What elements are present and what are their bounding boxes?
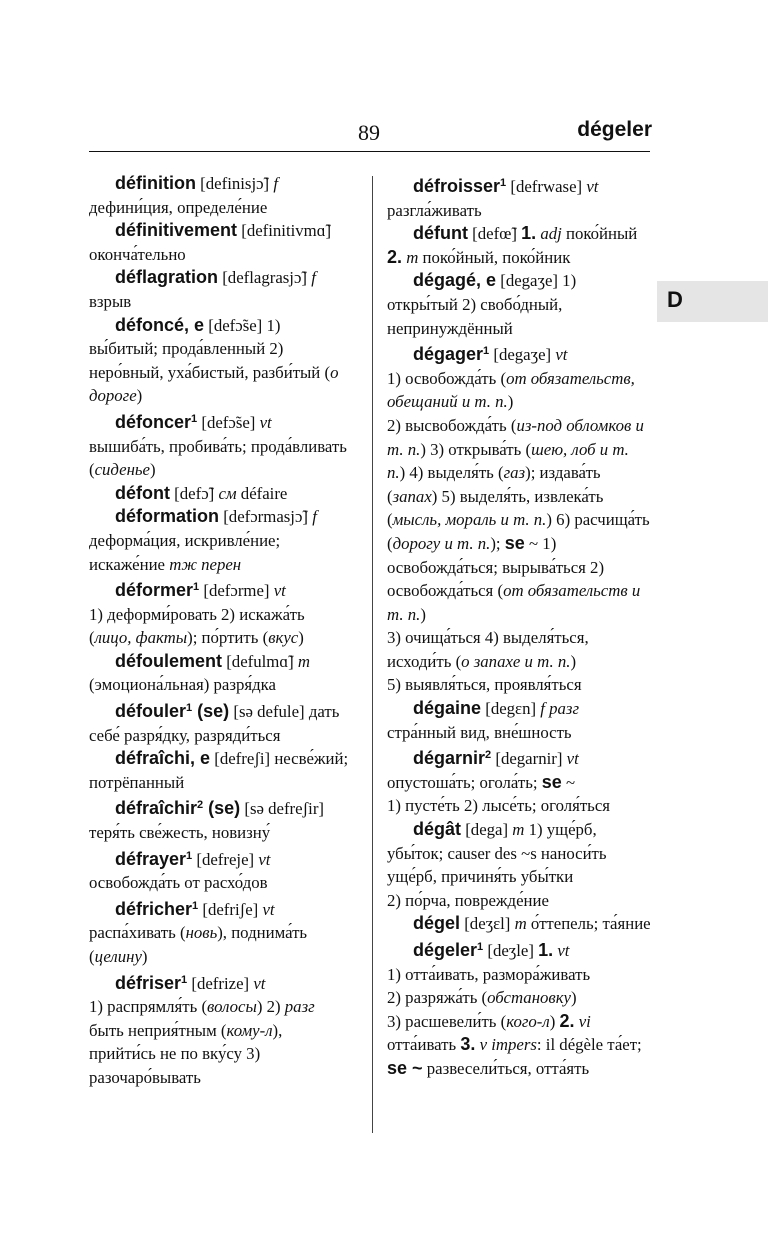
entry-headword: dégaine [413,698,482,719]
entry-definition: [dega] m 1) уще́рб, убы́ток; causer des ~s наноси́ть уще́рб, причиня́ть убы́тки 2) по́рча, поврежде́ние [387,820,607,910]
entry-headword: dégagé, e [413,270,497,291]
header-rule [89,151,650,152]
entry-headword: défroisser$^1$ [413,176,507,196]
entry-headword: déformation [115,506,220,527]
entry-headword: défouler$^1$ (se) [115,701,230,722]
entry-definition: [defrwase] vt разгла́живать [387,177,599,220]
entry-headword: défraîchi, e [115,748,211,769]
entry-headword: défriser$^1$ [115,972,188,993]
dictionary-entry [89,697,351,747]
dictionary-entry [387,697,651,744]
left-column [89,172,351,1090]
entry-definition: [deʒɛl] m о́ттепель; та́яние [460,914,651,934]
dictionary-entry [89,408,351,482]
entry-headword: dégât [413,819,462,840]
entry-headword: défunt [413,223,468,244]
dictionary-entry [387,340,651,697]
dictionary-entry [387,912,651,936]
entry-definition: [definitivmɑ̃] оконча́тельно [89,221,332,264]
entry-definition: [deflagrasjɔ̃] f взрыв [89,268,316,311]
dictionary-entry [89,172,351,219]
entry-headword: déflagration [115,267,219,288]
dictionary-entry [387,269,651,340]
dictionary-entry [89,650,351,697]
entry-headword: défricher$^1$ [115,898,199,919]
entry-definition: [defrize] vt 1) распрямля́ть (волосы) 2) разг быть неприя́тным (кому-л), прийти́сь не по вку́су 3) разочаро́вывать [89,973,315,1087]
entry-headword: définitivement [115,220,238,241]
entry-definition: [sə defule] дать себе́ разря́дку, разряди́ться [89,702,340,745]
page-number: 89 [358,120,380,145]
entry-definition: [definisjɔ̃] f дефини́ция, определе́ние [89,174,279,217]
entry-headword: dégarnir$^2$ [413,748,492,769]
entry-definition: [defɔ̃] см défaire [169,483,288,503]
thumb-letter: D [667,287,683,312]
dictionary-entry [89,845,351,895]
dictionary-entry [89,895,351,969]
entry-definition: [defɔ̃se] vt вышиба́ть, пробива́ть; прода́вливать (сиденье) [89,412,347,480]
entry-headword: déformer$^1$ [115,580,200,601]
entry-headword: défraîchir$^2$ (se) [115,798,241,819]
dictionary-entry [387,222,651,269]
dictionary-entry [89,969,351,1090]
dictionary-entry [89,505,351,576]
entry-definition: [defɔrme] vt 1) деформи́ровать 2) искажа́ть (лицо, факты); по́ртить (вкус) [89,581,305,648]
entry-definition: [defɔrmasjɔ̃] f деформа́ция, искривле́ние; искаже́ние тж перен [89,507,317,574]
dictionary-entry [387,172,651,222]
dictionary-entry [387,744,651,818]
entry-definition: [defreʃi] несве́жий; потрёпанный [89,749,349,792]
entry-headword: dégel [413,913,461,934]
entry-definition: [degɛn] f разг стра́нный вид, вне́шность [387,699,579,742]
dictionary-entry [89,266,351,313]
dictionary-entry [89,794,351,844]
entry-headword: défoncé, e [115,314,205,335]
dictionary-entry [387,936,651,1081]
entry-definition: [sə defreʃir] теря́ть све́жесть, новизну́ [89,799,325,843]
entry-headword: défoncer$^1$ [115,411,198,432]
entry-headword: définition [115,173,196,193]
entry-definition: [defɔ̃se] 1) вы́битый; прода́вленный 2) неро́вный, уха́бистый, разби́тый (о дороге) [89,315,339,406]
entry-definition: [defriʃe] vt распа́хивать (новь), поднима́ть (целину) [89,899,308,966]
entry-definition: [defulmɑ̃] m (эмоциона́льная) разря́дка [89,651,311,695]
entry-definition: [degaʒe] 1) откры́тый 2) свобо́дный, непринуждённый [387,271,577,338]
entry-headword: dégager$^1$ [413,344,490,365]
entry-headword: défont [115,482,170,503]
dictionary-entry [387,818,651,912]
entry-definition: [degaʒe] vt 1) освобожда́ть (от обязательств, обещаний и т. п.) 2) высвобожда́ть (из-под обломков и т. п.) 3) открыва́ть (шею, лоб и т. п.) 4) выделя́ть (газ); издава́ть (запах) 5) выделя́ть, извлека́ть (мысль, мораль и т. п.) 6) расчища́ть (дорогу и т. п.); se ~ 1) освобожда́ться; вырыва́ться 2) освобожда́ться (от обязательств и т. п.) 3) очища́ться 4) выделя́ться, исходи́ть (о запахе и т. п.) 5) выявля́ться, проявля́ться [387,345,650,695]
entry-definition: [degarnir] vt опустоша́ть; огола́ть; se ~ 1) пусте́ть 2) лысе́ть; оголя́ться [387,749,610,816]
running-head: dégeler [577,118,652,141]
right-column [387,172,651,1081]
entry-definition: [deʒle] 1. vt 1) отта́ивать, размора́живать 2) разряжа́ть (обстановку) 3) расшевели́ть (кого-л) 2. vi отта́ивать 3. v impers: il dégèle та́ет; se ~ развесели́ться, отта́ять [387,940,642,1078]
column-divider [372,176,373,1133]
entry-headword: défoulement [115,650,223,671]
dictionary-entry [89,747,351,794]
dictionary-entry [89,219,351,266]
entry-headword: défrayer$^1$ [115,848,193,869]
dictionary-entry [89,314,351,408]
dictionary-entry [89,576,351,650]
entry-definition: [defœ̃] 1. adj поко́йный 2. m поко́йный, поко́йник [387,223,638,267]
dictionary-entry [89,482,351,506]
entry-headword: dégeler$^1$ [413,940,484,960]
letter-thumb-tab [657,281,768,322]
entry-definition: [defreje] vt освобожда́ть от расхо́дов [89,849,271,893]
